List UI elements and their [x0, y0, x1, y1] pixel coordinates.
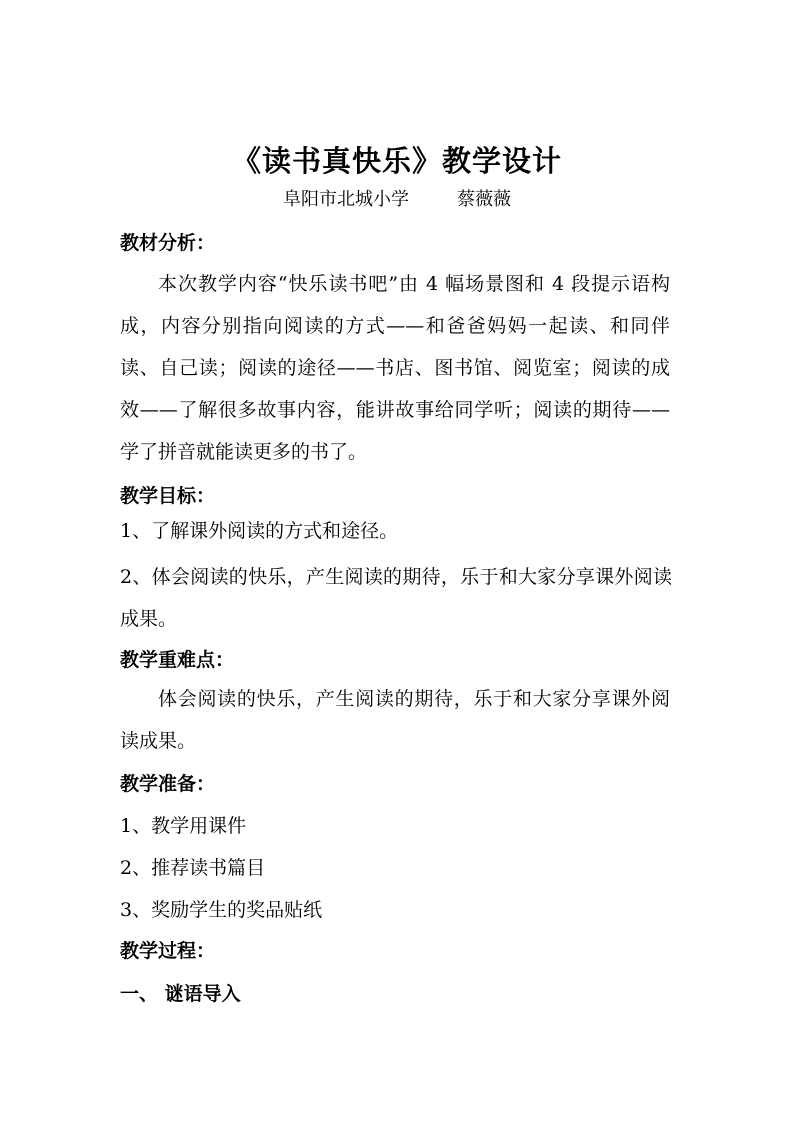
goal-item-2: 2、体会阅读的快乐，产生阅读的期待，乐于和大家分享课外阅读成果。 [120, 566, 672, 630]
preparation-heading: 教学准备： [120, 773, 216, 795]
preparation-item-1: 1、教学用课件 [120, 815, 247, 837]
preparation-item-2: 2、推荐读书篇目 [120, 857, 266, 879]
goals-heading: 教学目标： [120, 485, 216, 507]
key-points-heading: 教学重难点： [120, 649, 235, 671]
process-heading: 教学过程： [120, 940, 216, 962]
analysis-heading: 教材分析： [120, 232, 216, 254]
process-step-1: 一、 谜语导入 [120, 983, 241, 1005]
author-name: 蔡薇薇 [457, 189, 511, 210]
key-points-paragraph: 体会阅读的快乐，产生阅读的期待，乐于和大家分享课外阅读成果。 [120, 688, 670, 752]
school-name: 阜阳市北城小学 [283, 189, 409, 210]
goal-item-1: 1、了解课外阅读的方式和途径。 [120, 520, 399, 542]
document-title: 《读书真快乐》教学设计 [231, 144, 562, 178]
analysis-paragraph: 本次教学内容“快乐读书吧”由 4 幅场景图和 4 段提示语构成，内容分别指向阅读的方式——和爸爸妈妈一起读、和同伴读、自己读；阅读的途径——书店、图书馆、阅览室；阅读的成效——了解很多故事内容，能讲故事给同学听；阅读的期待——学了拼音就能读更多的书了。 [120, 273, 670, 463]
author-line [0, 186, 794, 214]
preparation-item-3: 3、奖励学生的奖品贴纸 [120, 899, 323, 921]
